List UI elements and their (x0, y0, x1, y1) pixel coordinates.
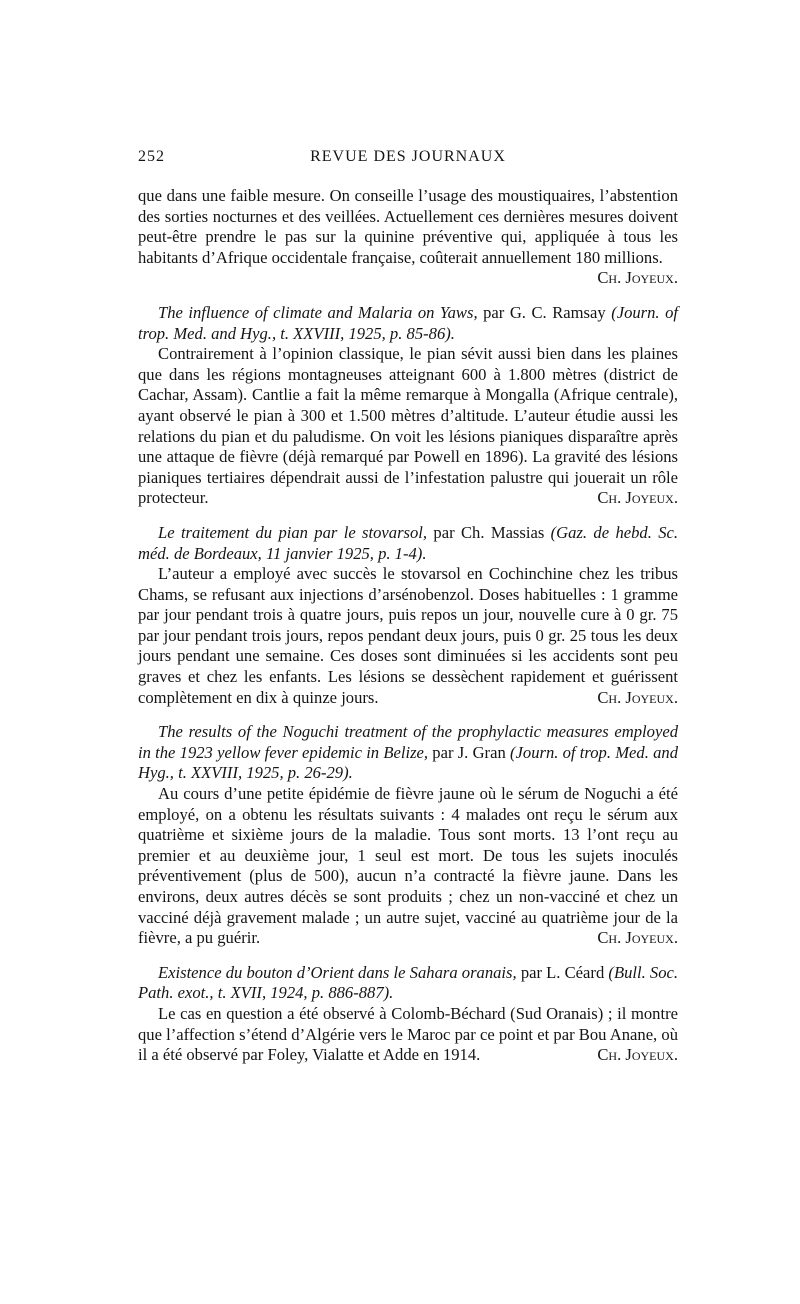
review-entry (138, 303, 678, 509)
page-number: 252 (138, 148, 165, 165)
review-entry (138, 963, 678, 1066)
running-title: REVUE DES JOURNAUX (310, 148, 506, 165)
journal-page (138, 148, 678, 1066)
signature: Ch. Joyeux. (597, 1045, 678, 1065)
article-title: Le traitement du pian par le stovarsol, (158, 522, 428, 542)
signature: Ch. Joyeux. (597, 488, 678, 508)
article-author: par G. C. Ramsay (483, 302, 606, 322)
continuation-text: que dans une faible mesure. On conseille l’usage des moustiquaires, l’abstention des sorties nocturnes et des veillées. Actuellement ces dernières mesures doivent peut-être prendre le pas sur la quinine préventive qui, appliquée à tous les habitants d’Afrique occidentale française, coûterait annuellement 180 millions. (138, 186, 678, 267)
signature: Ch. Joyeux. (597, 268, 678, 288)
article-source: (Journ. of trop. Med. and Hyg., t. XXVIII, 1925, p. 85-86). (138, 302, 678, 343)
article-body: L’auteur a employé avec succès le stovarsol en Cochinchine chez les tribus Chams, se refusant aux injections d’arsénobenzol. Doses habituelles : 1 gramme par jour pendant trois à quatre jours, puis repos un jour, nouvelle cure à 0 gr. 75 par jour pendant trois jours, repos pendant deux jours, puis 0 gr. 25 tous les deux jours pendant une semaine. Ces doses sont diminuées si les accidents sont peu graves et chez les enfants. Les lésions se dessèchent rapidement et guérissent complètement en dix à quinze jours. (138, 564, 678, 707)
article-source: (Journ. of trop. Med. and Hyg., t. XXVIII, 1925, p. 26-29). (138, 742, 678, 783)
article-title: The influence of climate and Malaria on Yaws, (158, 302, 478, 322)
continuation-paragraph (138, 186, 678, 289)
article-body: Contrairement à l’opinion classique, le pian sévit aussi bien dans les plaines que dans les régions montagneuses atteignant 600 à 1.800 mètres (district de Cachar, Assam). Cantlie a fait la même remarque à Mongalla (Afrique centrale), ayant observé le pian à 300 et 1.500 mètres d’altitude. L’auteur étudie aussi les relations du pian et du paludisme. On voit les lésions pianiques disparaître après une attaque de fièvre (déjà remarqué par Powell en 1896). La gravité des lésions pianiques tertiaires dépendrait aussi de l’infestation palustre qui jouerait un rôle protecteur. (138, 344, 678, 508)
article-author: par J. Gran (432, 742, 506, 762)
signature: Ch. Joyeux. (597, 928, 678, 948)
page-header (138, 148, 678, 174)
article-title: Existence du bouton d’Orient dans le Sahara oranais, (158, 962, 517, 982)
article-title: The results of the Noguchi treatment of the prophylactic measures employed in the 1923 yellow fever epidemic in Belize, (138, 722, 678, 762)
article-author: par L. Céard (520, 962, 605, 982)
review-entry (138, 722, 678, 949)
article-source: (Gaz. de hebd. Sc. méd. de Bordeaux, 11 janvier 1925, p. 1-4). (138, 522, 679, 563)
signature: Ch. Joyeux. (597, 687, 678, 707)
review-entry (138, 523, 678, 708)
article-author: par Ch. Massias (433, 522, 545, 542)
article-body: Le cas en question a été observé à Colomb-Béchard (Sud Oranais) ; il montre que l’affection s’étend d’Algérie vers le Maroc par ce point et par Bou Anane, où il a été observé par Foley, Vialatte et Adde en 1914. (138, 1003, 678, 1065)
article-body: Au cours d’une petite épidémie de fièvre jaune où le sérum de Noguchi a été employé, on a obtenu les résultats suivants : 4 malades ont reçu le sérum aux quatrième et sixième jours de la maladie. Tous sont morts. 13 l’ont reçu au premier et au deuxième jour, 1 seul est mort. De tous les sujets inoculés préventivement (plus de 500), aucun n’a contracté la fièvre jaune. Dans les environs, deux autres décès se sont produits ; chez un non-vacciné et chez un vacciné déjà gravement malade ; un autre sujet, vacciné au quatrième jour de la fièvre, a pu guérir. (138, 784, 678, 948)
article-source: (Bull. Soc. Path. exot., t. XVII, 1924, p. 886-887). (138, 962, 679, 1003)
